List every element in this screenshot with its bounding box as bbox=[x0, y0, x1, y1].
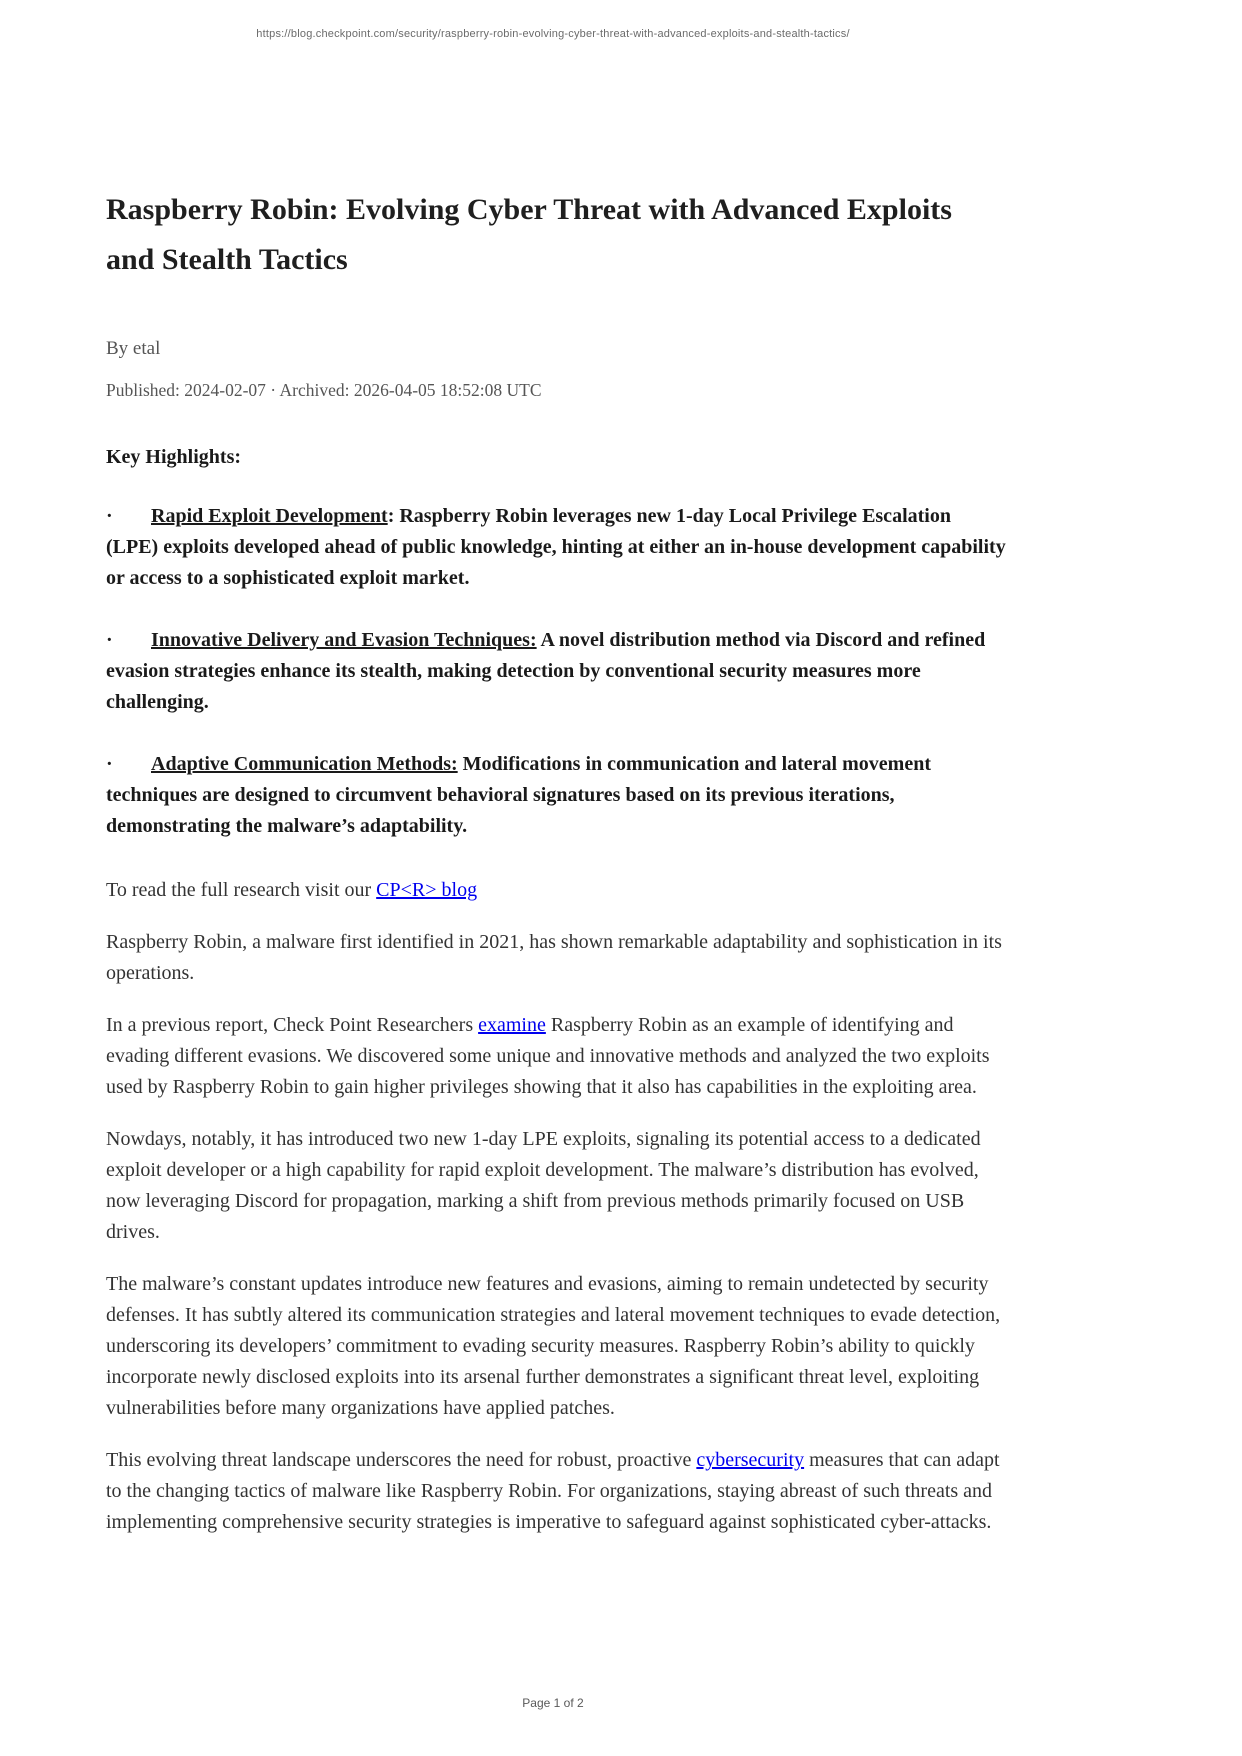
bullet-marker: · bbox=[106, 505, 113, 527]
highlight-item bbox=[106, 501, 1006, 594]
highlight-label: Innovative Delivery and Evasion Techniques: bbox=[151, 629, 537, 651]
article-title: Raspberry Robin: Evolving Cyber Threat with Advanced Exploits and Stealth Tactics bbox=[106, 193, 952, 276]
read-more-text: To read the full research visit our bbox=[106, 879, 377, 901]
paragraph bbox=[106, 1010, 1006, 1103]
paragraph: The malware’s constant updates introduce new features and evasions, aiming to remain undetected by security defenses. It has subtly altered its communication strategies and lateral movement techniques to evade detection, underscoring its developers’ commitment to evading security measures. Raspberry Robin’s ability to quickly incorporate newly disclosed exploits into its arsenal further demonstrates a significant threat level, exploiting vulnerabilities before many organizations have applied patches. bbox=[106, 1273, 1001, 1419]
article-byline: By etal bbox=[106, 338, 161, 359]
highlight-label: Rapid Exploit Development bbox=[151, 505, 388, 527]
examine-link[interactable]: examine bbox=[478, 1014, 546, 1036]
highlight-item bbox=[106, 749, 1006, 842]
key-highlights-heading: Key Highlights: bbox=[106, 446, 242, 468]
article-body bbox=[106, 0, 1006, 1538]
paragraph-text: measures that can adapt to the changing tactics of malware like Raspberry Robin. For organizations, staying abreast of such threats and implementing comprehensive security strategies is imperative to safeguard against sophisticated cyber-attacks. bbox=[106, 1449, 1000, 1533]
highlight-item bbox=[106, 625, 1006, 718]
highlight-text: Modifications in communication and lateral movement techniques are designed to circumvent behavioral signatures based on its previous iterations, demonstrating the malware’s adaptability. bbox=[106, 753, 931, 837]
bullet-marker: · bbox=[106, 629, 113, 651]
article-meta: Published: 2024-02-07 · Archived: 2026-04-05 18:52:08 UTC bbox=[106, 380, 542, 400]
highlight-text: : Raspberry Robin leverages new 1-day Local Privilege Escalation (LPE) exploits developed ahead of public knowledge, hinting at either an in-house development capability or access to a sophisticated exploit market. bbox=[106, 505, 1006, 589]
cybersecurity-link[interactable]: cybersecurity bbox=[696, 1449, 805, 1471]
paragraph-text: Raspberry Robin as an example of identifying and evading different evasions. We discovered some unique and innovative methods and analyzed the two exploits used by Raspberry Robin to gain higher privileges showing that it also has capabilities in the exploiting area. bbox=[106, 1014, 990, 1098]
paragraph: Raspberry Robin, a malware first identified in 2021, has shown remarkable adaptability and sophistication in its operations. bbox=[106, 931, 1002, 984]
paragraph bbox=[106, 1445, 1006, 1538]
read-more-line bbox=[106, 875, 1006, 906]
cpr-blog-link[interactable]: CP<R> blog bbox=[376, 879, 478, 901]
highlight-text: A novel distribution method via Discord and refined evasion strategies enhance its stealth, making detection by conventional security measures more challenging. bbox=[106, 629, 986, 713]
page-number: Page 1 of 2 bbox=[522, 1696, 584, 1710]
paragraph-text: This evolving threat landscape underscores the need for robust, proactive bbox=[106, 1449, 697, 1471]
paragraph-text: In a previous report, Check Point Researchers bbox=[106, 1014, 479, 1036]
paragraph: Nowdays, notably, it has introduced two new 1-day LPE exploits, signaling its potential access to a dedicated exploit developer or a high capability for rapid exploit development. The malware’s distribution has evolved, now leveraging Discord for propagation, marking a shift from previous methods primarily focused on USB drives. bbox=[106, 1128, 981, 1243]
bullet-marker: · bbox=[106, 753, 113, 775]
page-url: https://blog.checkpoint.com/security/raspberry-robin-evolving-cyber-threat-with-advanced-exploits-and-stealth-tactics/ bbox=[256, 28, 850, 40]
highlight-label: Adaptive Communication Methods: bbox=[151, 753, 458, 775]
